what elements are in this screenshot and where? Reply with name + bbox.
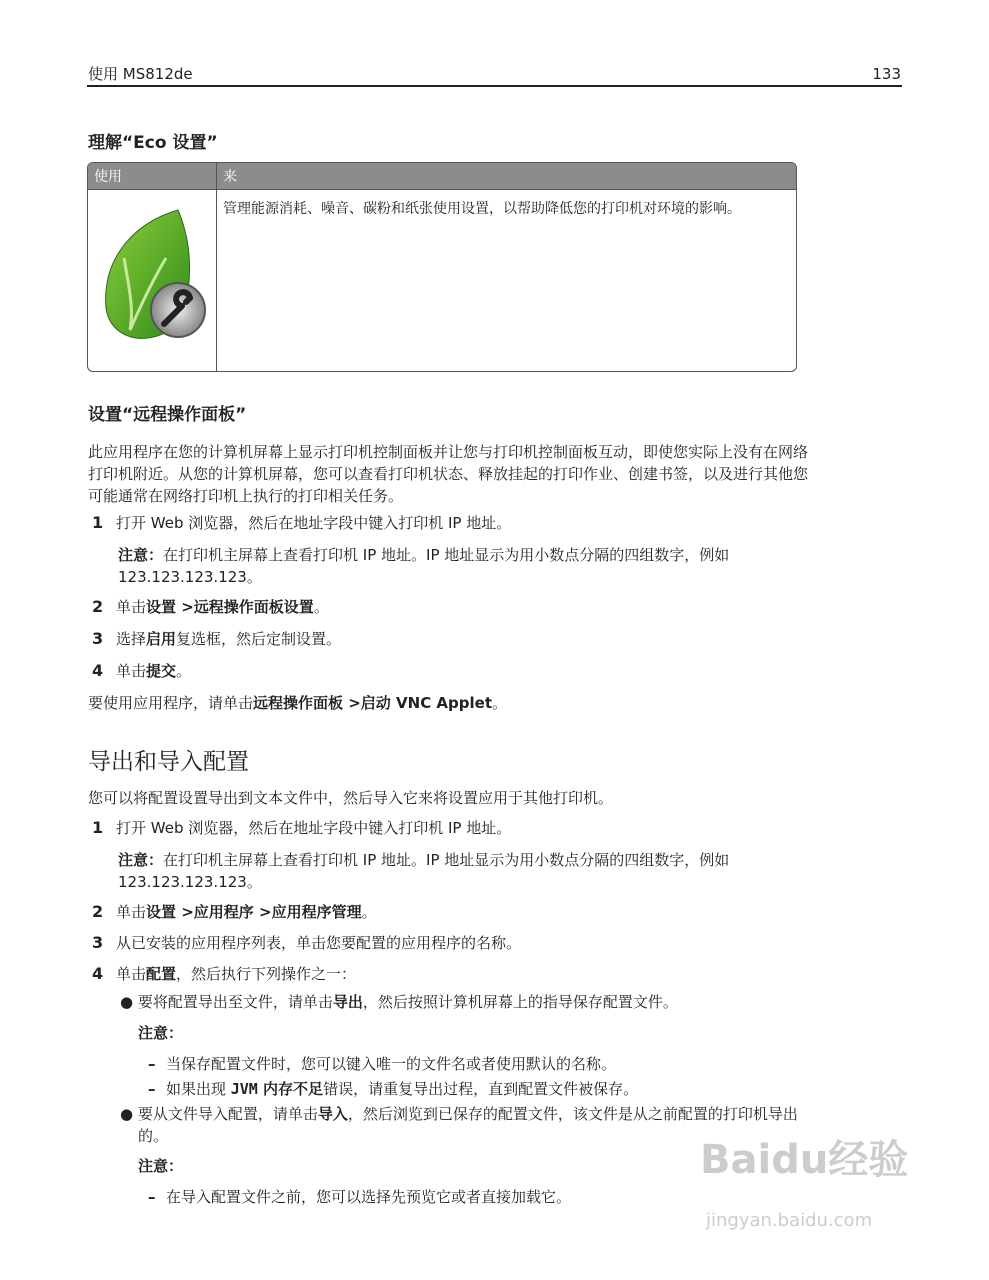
eco-table [87, 162, 797, 372]
remote-heading: 设置“远程操作面板” [88, 405, 247, 425]
remote-step-4: 4 单击提交。 [92, 661, 192, 680]
eco-heading: 理解“Eco 设置” [88, 133, 218, 153]
export-note-ip: 123.123.123.123。 [118, 873, 262, 891]
remote-intro-line: 打印机附近。从您的计算机屏幕，您可以查看打印机状态、释放挂起的打印作业、创建书签，以及进行其他您 [88, 465, 809, 483]
remote-note: 注意：在打印机主屏幕上查看打印机 IP 地址。IP 地址显示为用小数点分隔的四组数字，例如 [118, 546, 730, 564]
page-number: 133 [872, 65, 901, 83]
dash-item-3: – 在导入配置文件之前，您可以选择先预览它或者直接加载它。 [148, 1188, 571, 1206]
export-bullet-2-cont: 的。 [138, 1127, 169, 1145]
remote-step-2: 2 单击设置 >远程操作面板设置。 [92, 597, 329, 616]
bullet-1-note: 注意： [138, 1024, 184, 1042]
export-bullet-1: ● 要将配置导出至文件，请单击导出，然后按照计算机屏幕上的指导保存配置文件。 [120, 993, 678, 1011]
eco-description: 管理能源消耗、噪音、碳粉和纸张使用设置，以帮助降低您的打印机对环境的影响。 [223, 201, 741, 217]
running-header: 使用 MS812de [88, 65, 193, 83]
export-step-1: 1 打开 Web 浏览器，然后在地址字段中键入打印机 IP 地址。 [92, 818, 512, 837]
bullet-icon: ● [120, 993, 138, 1011]
eco-icon-cell [88, 190, 217, 371]
export-step-4: 4 单击配置，然后执行下列操作之一： [92, 964, 357, 983]
col-to: 来 [217, 163, 796, 190]
dash-item-2: – 如果出现 JVM 内存不足错误，请重复导出过程，直到配置文件被保存。 [148, 1080, 639, 1098]
remote-step-3: 3 选择启用复选框，然后定制设置。 [92, 629, 342, 648]
remote-intro-line: 可能通常在网络打印机上执行的打印相关任务。 [88, 487, 404, 505]
col-use: 使用 [88, 163, 217, 190]
baidu-watermark-url: jingyan.baidu.com [706, 1210, 873, 1231]
export-step-3: 3 从已安装的应用程序列表，单击您要配置的应用程序的名称。 [92, 933, 522, 952]
remote-intro-line: 此应用程序在您的计算机屏幕上显示打印机控制面板并让您与打印机控制面板互动，即使您实际上没有在网络 [88, 443, 809, 461]
baidu-watermark-logo: Baidu经验 [700, 1137, 909, 1183]
header-rule [87, 85, 902, 87]
eco-leaf-wrench-icon [94, 198, 210, 358]
remote-step-1: 1 打开 Web 浏览器，然后在地址字段中键入打印机 IP 地址。 [92, 513, 512, 532]
export-heading: 导出和导入配置 [88, 749, 249, 775]
export-step-2: 2 单击设置 >应用程序 >应用程序管理。 [92, 902, 377, 921]
remote-final: 要使用应用程序，请单击远程操作面板 >启动 VNC Applet。 [88, 694, 508, 712]
export-intro: 您可以将配置设置导出到文本文件中，然后导入它来将设置应用于其他打印机。 [88, 789, 614, 807]
bullet-icon: ● [120, 1105, 138, 1123]
bullet-2-note: 注意： [138, 1157, 184, 1175]
export-bullet-2: ● 要从文件导入配置，请单击导入，然后浏览到已保存的配置文件，该文件是从之前配置的打印机导出 [120, 1105, 798, 1123]
remote-note-ip: 123.123.123.123。 [118, 568, 262, 586]
dash-item-1: – 当保存配置文件时，您可以键入唯一的文件名或者使用默认的名称。 [148, 1055, 616, 1073]
export-note: 注意：在打印机主屏幕上查看打印机 IP 地址。IP 地址显示为用小数点分隔的四组数字，例如 [118, 851, 730, 869]
